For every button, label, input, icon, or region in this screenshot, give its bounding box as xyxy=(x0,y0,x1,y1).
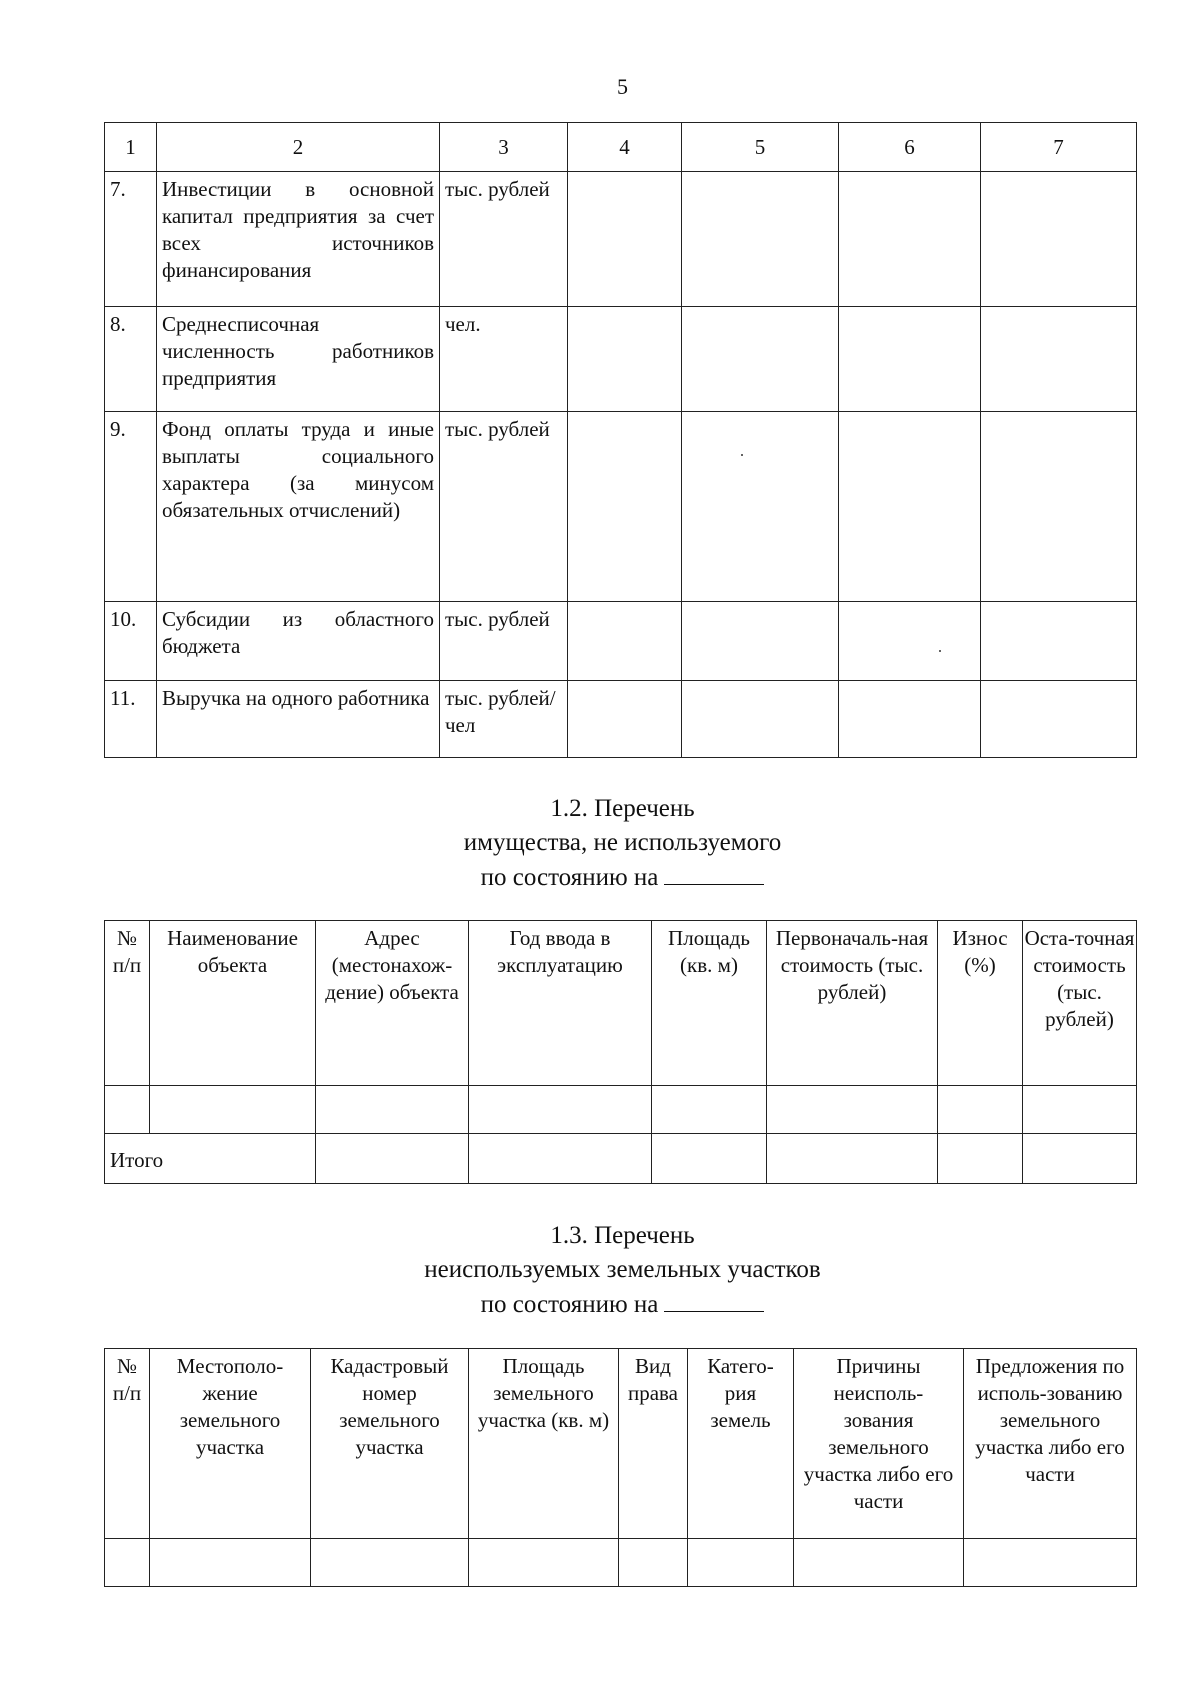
row-number: 9. xyxy=(105,412,157,602)
value-cell xyxy=(839,602,981,681)
section-title-line: имущества, не используемого xyxy=(463,829,782,856)
page-number: 5 xyxy=(617,74,628,99)
row-number: 10. xyxy=(105,602,157,681)
column-header: Первоначаль-ная стоимость (тыс. рублей) xyxy=(767,921,938,1086)
value-cell xyxy=(568,307,682,412)
scan-speck xyxy=(939,650,941,652)
column-header: Износ (%) xyxy=(938,921,1023,1086)
table-row xyxy=(105,1539,1137,1587)
column-header: Площадь (кв. м) xyxy=(652,921,767,1086)
value-cell xyxy=(839,172,981,307)
section-title-line: неиспользуемых земельных участков xyxy=(424,1256,821,1283)
section-title-line xyxy=(0,860,1200,895)
column-number: 6 xyxy=(839,123,981,172)
date-blank xyxy=(664,860,764,885)
value-cell xyxy=(981,307,1137,412)
unit: тыс. рублей xyxy=(440,172,568,307)
column-header: Местополо-жение земельного участка xyxy=(150,1349,311,1539)
empty-cell xyxy=(316,1134,469,1184)
as-of-label: по состоянию на xyxy=(480,1291,659,1318)
value-cell xyxy=(981,172,1137,307)
row-number: 8. xyxy=(105,307,157,412)
table-header-row xyxy=(105,1349,1137,1539)
column-header: Оста-точная стоимость (тыс. рублей) xyxy=(1023,921,1137,1086)
section-title-line: 1.2. Перечень xyxy=(550,795,695,822)
column-header: № п/п xyxy=(105,1349,150,1539)
empty-cell xyxy=(150,1086,316,1134)
column-header: № п/п xyxy=(105,921,150,1086)
column-header: Катего-рия земель xyxy=(688,1349,794,1539)
scan-speck xyxy=(741,454,743,456)
empty-cell xyxy=(964,1539,1137,1587)
empty-cell xyxy=(311,1539,469,1587)
column-number: 5 xyxy=(682,123,839,172)
section-1-2-title xyxy=(0,792,1200,895)
section-title-line: 1.3. Перечень xyxy=(550,1222,695,1249)
empty-cell xyxy=(469,1134,652,1184)
empty-cell xyxy=(767,1086,938,1134)
unit: тыс. рублей xyxy=(440,412,568,602)
date-blank xyxy=(664,1287,764,1312)
as-of-label: по состоянию на xyxy=(480,864,659,891)
empty-cell xyxy=(688,1539,794,1587)
value-cell xyxy=(682,307,839,412)
total-row xyxy=(105,1134,1137,1184)
column-number: 4 xyxy=(568,123,682,172)
column-number: 3 xyxy=(440,123,568,172)
indicator-name: Среднесписочная численность работников предприятия xyxy=(157,307,440,412)
column-number: 7 xyxy=(981,123,1137,172)
section-1-3-title xyxy=(0,1219,1200,1322)
value-cell xyxy=(981,681,1137,758)
empty-cell xyxy=(794,1539,964,1587)
empty-cell xyxy=(316,1086,469,1134)
row-number: 11. xyxy=(105,681,157,758)
empty-cell xyxy=(652,1086,767,1134)
row-number: 7. xyxy=(105,172,157,307)
column-number: 2 xyxy=(157,123,440,172)
table-row xyxy=(105,172,1137,307)
column-header: Кадастровый номер земельного участка xyxy=(311,1349,469,1539)
column-header: Причины неисполь-зования земельного участка либо его части xyxy=(794,1349,964,1539)
empty-cell xyxy=(469,1086,652,1134)
indicator-name: Выручка на одного работника xyxy=(157,681,440,758)
table-row xyxy=(105,681,1137,758)
empty-cell xyxy=(150,1539,311,1587)
unit: тыс. рублей/чел xyxy=(440,681,568,758)
unit: тыс. рублей xyxy=(440,602,568,681)
empty-cell xyxy=(767,1134,938,1184)
section-title-line xyxy=(0,1287,1200,1322)
value-cell xyxy=(682,172,839,307)
column-number: 1 xyxy=(105,123,157,172)
table-header-row xyxy=(105,921,1137,1086)
empty-cell xyxy=(938,1134,1023,1184)
indicator-name: Инвестиции в основной капитал предприятия за счет всех источников финансирования xyxy=(157,172,440,307)
indicator-name: Фонд оплаты труда и иные выплаты социального характера (за минусом обязательных отчислений) xyxy=(157,412,440,602)
value-cell xyxy=(839,412,981,602)
empty-cell xyxy=(105,1086,150,1134)
unused-property-table xyxy=(104,920,1137,1184)
indicators-table xyxy=(104,122,1137,758)
value-cell xyxy=(568,412,682,602)
empty-cell xyxy=(469,1539,619,1587)
empty-cell xyxy=(938,1086,1023,1134)
column-header: Вид права xyxy=(619,1349,688,1539)
value-cell xyxy=(682,602,839,681)
indicator-name: Субсидии из областного бюджета xyxy=(157,602,440,681)
empty-cell xyxy=(1023,1134,1137,1184)
value-cell xyxy=(981,412,1137,602)
total-label: Итого xyxy=(105,1134,316,1184)
column-header: Наименование объекта xyxy=(150,921,316,1086)
unused-land-plots-table xyxy=(104,1348,1137,1587)
empty-cell xyxy=(105,1539,150,1587)
table-row xyxy=(105,307,1137,412)
empty-cell xyxy=(652,1134,767,1184)
value-cell xyxy=(839,681,981,758)
value-cell xyxy=(568,681,682,758)
column-header: Предложения по исполь-зованию земельного участка либо его части xyxy=(964,1349,1137,1539)
table-header-row xyxy=(105,123,1137,172)
value-cell xyxy=(839,307,981,412)
empty-cell xyxy=(619,1539,688,1587)
empty-cell xyxy=(1023,1086,1137,1134)
unit: чел. xyxy=(440,307,568,412)
column-header: Площадь земельного участка (кв. м) xyxy=(469,1349,619,1539)
table-row xyxy=(105,1086,1137,1134)
column-header: Год ввода в эксплуатацию xyxy=(469,921,652,1086)
value-cell xyxy=(682,412,839,602)
table-row xyxy=(105,412,1137,602)
value-cell xyxy=(682,681,839,758)
column-header: Адрес (местонахож-дение) объекта xyxy=(316,921,469,1086)
value-cell xyxy=(981,602,1137,681)
value-cell xyxy=(568,172,682,307)
value-cell xyxy=(568,602,682,681)
table-row xyxy=(105,602,1137,681)
